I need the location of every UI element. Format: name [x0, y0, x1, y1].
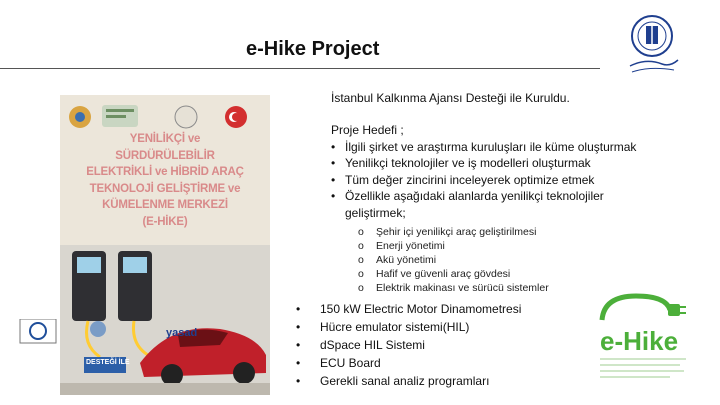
goals-list [331, 139, 711, 222]
yasad-logo: yasad [166, 327, 198, 339]
equipment-item: • Gerekli sanal analiz programları [296, 372, 596, 390]
equipment-item: • Hücre emulator sistemi(HIL) [296, 318, 596, 336]
slide-title: e-Hike Project [246, 38, 380, 60]
destegi-ile-badge: DESTEĞİ İLE [86, 359, 130, 366]
focus-area-item: o Hafif ve güvenli araç gövdesi [358, 267, 608, 281]
equipment-item: • dSpace HIL Sistemi [296, 336, 596, 354]
focus-area-list [358, 225, 608, 295]
project-goals [331, 122, 711, 221]
poster-line: (E-HİKE) [142, 215, 188, 228]
goal-item: • Özellikle aşağıdaki alanlarda yenilikçi teknolojiler geliştirmek; [331, 188, 665, 221]
funding-note: İstanbul Kalkınma Ajansı Desteği ile Kuruldu. [331, 91, 570, 105]
equipment-items [296, 300, 596, 390]
poster-line: KÜMELENME MERKEZİ [102, 199, 228, 211]
ehike-wordmark: e-Hike [600, 326, 679, 356]
focus-areas [358, 225, 608, 295]
poster-line: YENİLİKÇİ ve [129, 133, 201, 145]
goals-heading: Proje Hedefi ; [331, 123, 404, 137]
poster-line: TEKNOLOJİ GELİŞTİRME ve [89, 182, 241, 195]
title-divider [0, 68, 600, 69]
sponsor-logos [14, 319, 254, 375]
poster-line: SÜRDÜRÜLEBİLİR [115, 149, 215, 162]
poster-line: ELEKTRİKLİ ve HİBRİD ARAÇ [86, 166, 244, 178]
goal-item: • Tüm değer zincirini inceleyerek optimize etmek [331, 172, 711, 189]
focus-area-item: o Elektrik makinası ve sürücü sistemler [358, 281, 608, 295]
poster-title [60, 131, 270, 230]
focus-area-item: o Akü yönetimi [358, 253, 608, 267]
equipment-item: • ECU Board [296, 354, 596, 372]
ehike-logo [596, 290, 688, 390]
equipment-list [296, 300, 596, 390]
equipment-item: • 150 kW Electric Motor Dinamometresi [296, 300, 596, 318]
goal-item: • Yenilikçi teknolojiler ve iş modelleri oluşturmak [331, 155, 711, 172]
focus-area-item: o Enerji yönetimi [358, 239, 608, 253]
university-seal-icon [616, 14, 688, 78]
focus-area-item: o Şehir içi yenilikçi araç geliştirilmesi [358, 225, 608, 239]
poster-logo-row [66, 99, 264, 135]
goal-item: • İlgili şirket ve araştırma kuruluşları ile küme oluşturmak [331, 139, 711, 156]
ev-plug-icon [596, 290, 688, 390]
